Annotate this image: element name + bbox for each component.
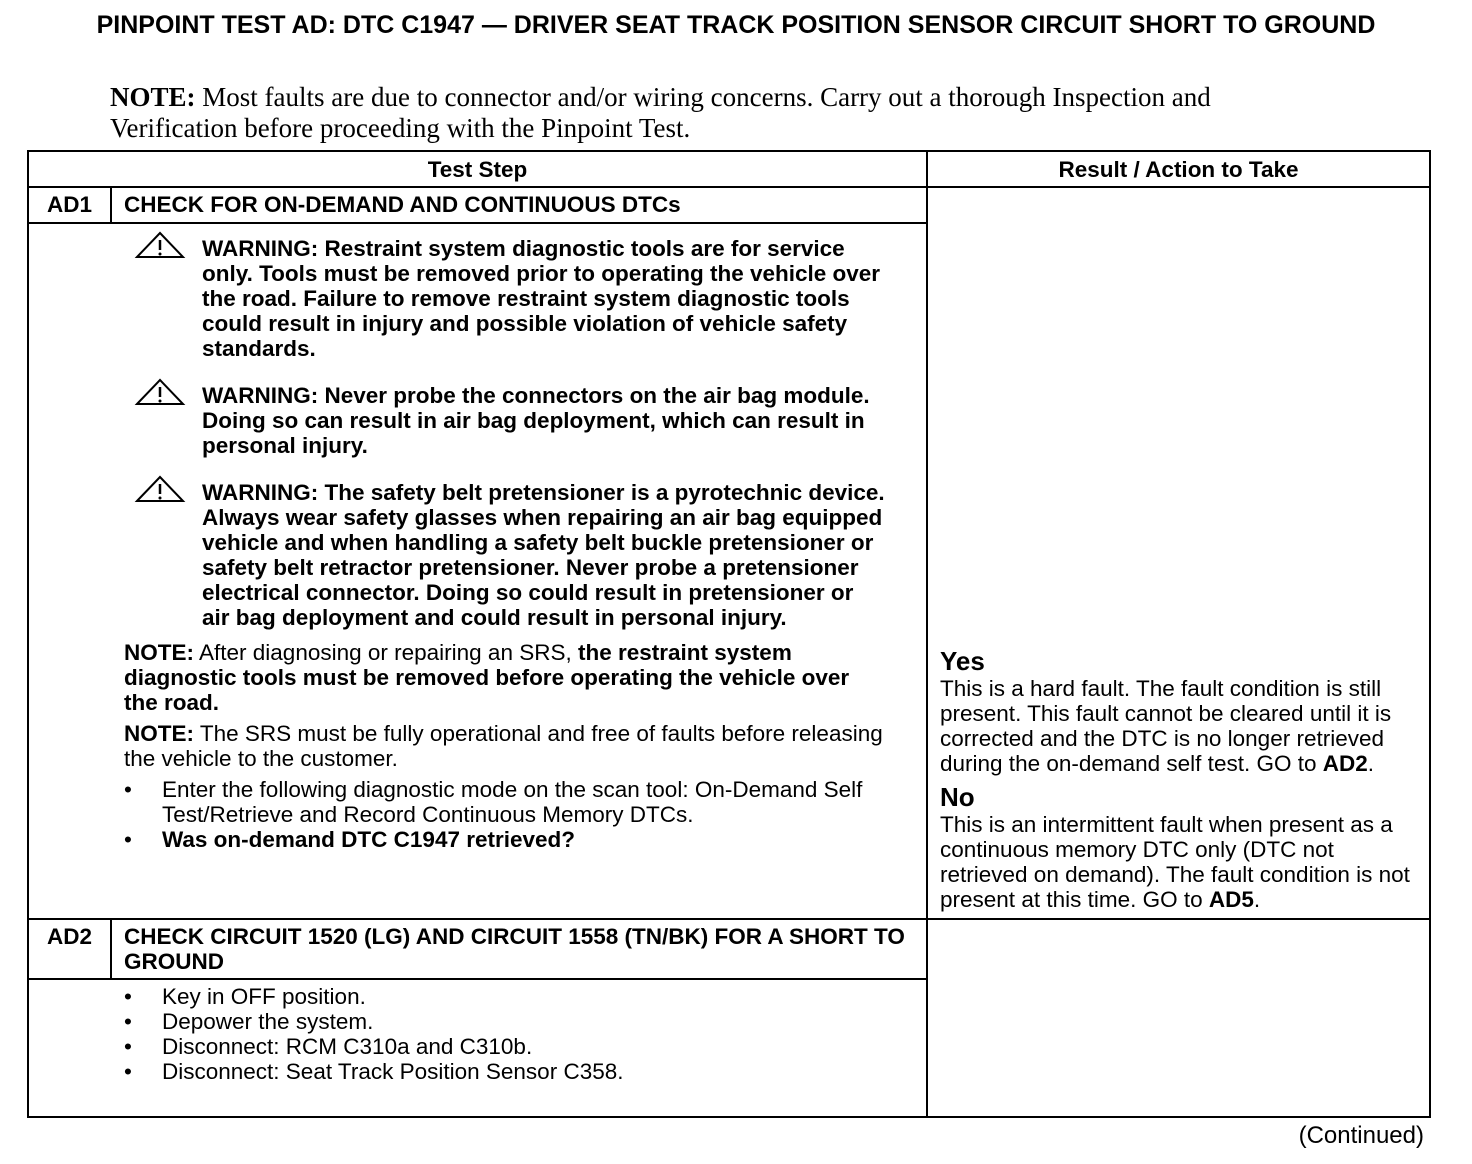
step-id-ad1: AD1 bbox=[28, 187, 111, 223]
intro-note-label: NOTE: bbox=[110, 82, 196, 112]
warning-3: WARNING: The safety belt pretensioner is a pyrotechnic device. Always wear safety glasses when repairing an air bag equipped vehicle and when handling a safety belt buckle pretensioner or safety belt retractor pretensioner. Never probe a pretensioner electrical connector. Doing so could result in pretensioner or air bag deployment and could result in personal injury. bbox=[124, 480, 886, 630]
result-yes-text: This is a hard fault. The fault condition is still present. This fault cannot be cleared until it is corrected and the DTC is no longer retrieved during the on-demand self test. GO to AD2. bbox=[940, 676, 1392, 776]
warning-1: WARNING: Restraint system diagnostic tools are for service only. Tools must be removed prior to operating the vehicle over the road. Failure to remove restraint system diagnostic tools could result in injury and possible violation of vehicle safety standards. bbox=[124, 236, 886, 361]
result-no-label: No bbox=[940, 782, 975, 812]
step-title-ad2: CHECK CIRCUIT 1520 (LG) AND CIRCUIT 1558 (TN/BK) FOR A SHORT TO GROUND bbox=[111, 919, 927, 979]
warning-triangle-icon bbox=[134, 377, 186, 407]
step-body-ad2 bbox=[28, 979, 927, 1117]
warning-triangle-icon bbox=[134, 474, 186, 504]
step-ad2-bullets bbox=[124, 984, 886, 1084]
warning-triangle-icon bbox=[134, 230, 186, 260]
list-item: • Key in OFF position. bbox=[124, 984, 366, 1009]
step-title-ad1: CHECK FOR ON-DEMAND AND CONTINUOUS DTCs bbox=[111, 187, 927, 223]
header-test-step: Test Step bbox=[28, 151, 927, 187]
list-item: • Enter the following diagnostic mode on the scan tool: On-Demand Self Test/Retrieve and Record Continuous Memory DTCs. bbox=[124, 777, 863, 827]
result-yes-label: Yes bbox=[940, 646, 985, 676]
pinpoint-table bbox=[27, 150, 1431, 1118]
note-restraint-tools: NOTE: After diagnosing or repairing an SRS, the restraint system diagnostic tools must be removed before operating the vehicle over the road. bbox=[124, 640, 850, 715]
list-item: • Disconnect: RCM C310a and C310b. bbox=[124, 1034, 533, 1059]
goto-ad5-link: AD5 bbox=[1208, 887, 1254, 912]
intro-note bbox=[110, 82, 1260, 144]
step-body-ad1 bbox=[28, 223, 927, 919]
step-id-ad2: AD2 bbox=[28, 919, 111, 979]
step-ad1-bullets bbox=[124, 777, 886, 852]
page-title: PINPOINT TEST AD: DTC C1947 — DRIVER SEAT TRACK POSITION SENSOR CIRCUIT SHORT TO GROUND bbox=[96, 11, 1376, 39]
result-no-text: This is an intermittent fault when present as a continuous memory DTC only (DTC not retrieved on demand). The fault condition is not present at this time. GO to AD5. bbox=[940, 812, 1410, 912]
list-item: • Disconnect: Seat Track Position Sensor C358. bbox=[124, 1059, 624, 1084]
intro-note-text: Most faults are due to connector and/or wiring concerns. Carry out a thorough Inspection and Verification before proceeding with the Pinpoint Test. bbox=[110, 82, 1211, 143]
result-ad2 bbox=[927, 919, 1430, 1117]
list-item-question: • Was on-demand DTC C1947 retrieved? bbox=[124, 827, 576, 852]
note-srs-operational: NOTE: The SRS must be fully operational and free of faults before releasing the vehicle to the customer. bbox=[124, 721, 883, 771]
warning-2: WARNING: Never probe the connectors on the air bag module. Doing so can result in air bag deployment, which can result in personal injury. bbox=[124, 383, 886, 458]
result-ad1 bbox=[927, 187, 1430, 919]
continued-label: (Continued) bbox=[1298, 1122, 1424, 1149]
header-result-action: Result / Action to Take bbox=[927, 151, 1430, 187]
goto-ad2-link: AD2 bbox=[1322, 751, 1368, 776]
list-item: • Depower the system. bbox=[124, 1009, 374, 1034]
